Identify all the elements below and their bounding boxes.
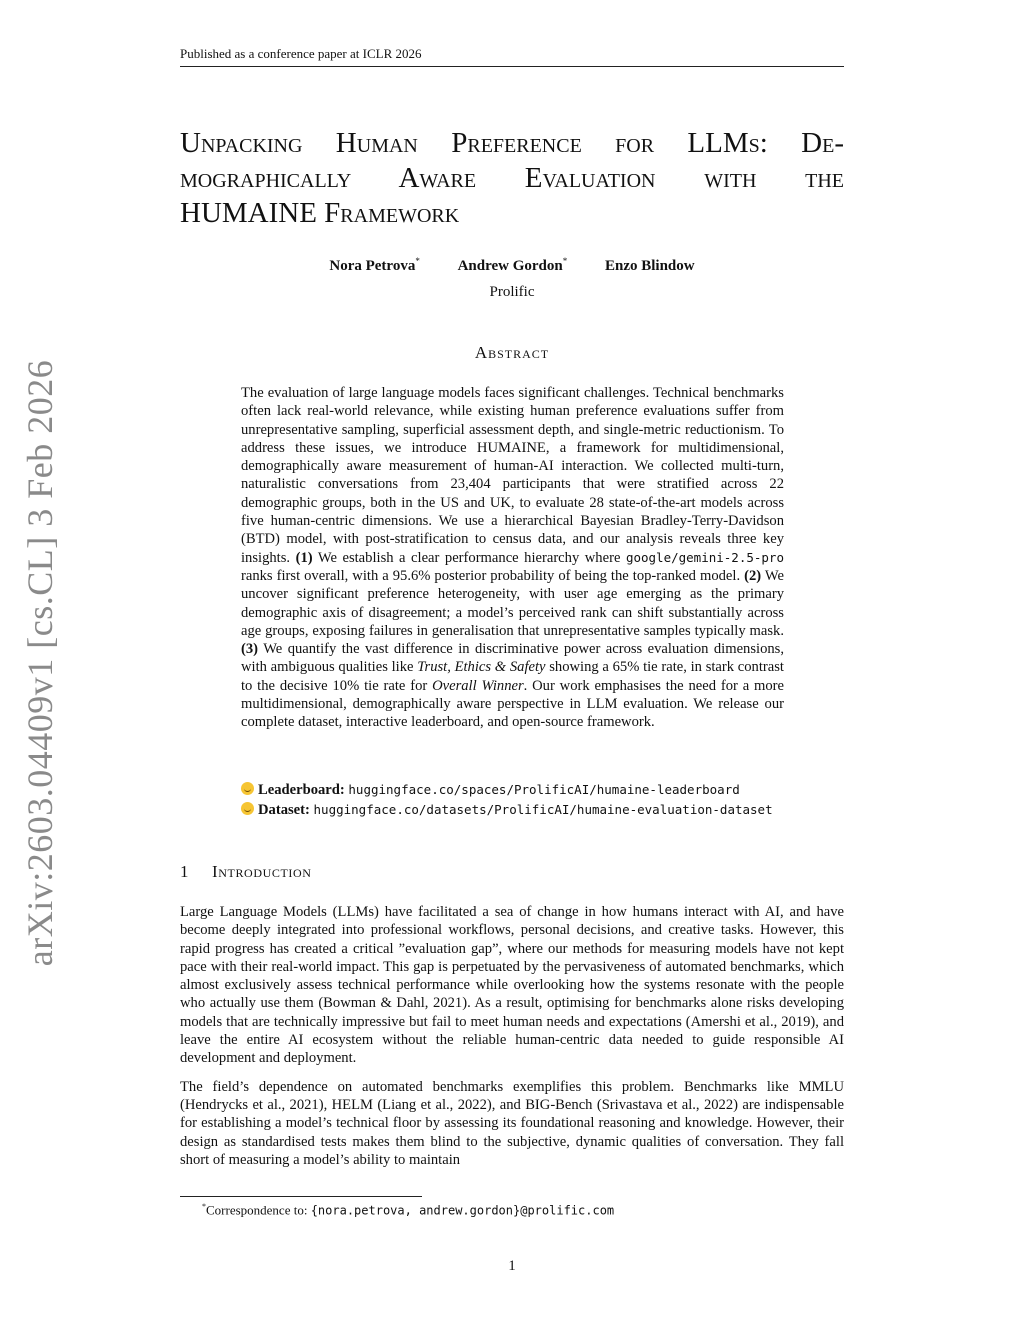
hugging-face-icon (241, 782, 254, 795)
dataset-label: Dataset: (258, 802, 310, 818)
title-line-1: Unpacking Human Preference for LLMs: De- (180, 127, 844, 159)
paragraph: The field’s dependence on automated benchmarks exemplifies this problem. Benchmarks like MMLU (Hendrycks et al., 2021), HELM (Liang et al., 2022), and BIG-Bench (Srivastava et al., 2022) are indispensable for establishing a model’s technical floor by assessing its foundational reasoning and knowledge. However, their design as standardised tests makes them blind to the subjective, dynamic qualities of conversation. They fall short of measuring a model’s ability to maintain (180, 1078, 844, 1168)
author: Andrew Gordon* (457, 256, 568, 274)
author-list (180, 256, 844, 275)
footnote-rule (180, 1196, 422, 1197)
page-number: 1 (508, 1258, 516, 1274)
leaderboard-link[interactable]: huggingface.co/spaces/ProlificAI/humaine-leaderboard (348, 782, 740, 797)
section-body (180, 903, 844, 1179)
dataset-link-row (241, 800, 801, 820)
leaderboard-link-row (241, 780, 801, 800)
affiliation: Prolific (489, 284, 535, 300)
section-title: Introduction (212, 862, 312, 881)
section-number: 1 (180, 862, 189, 881)
model-name-code: google/gemini-2.5-pro (625, 549, 784, 565)
author: Nora Petrova* (329, 256, 420, 274)
hugging-face-icon (241, 802, 254, 815)
dataset-link[interactable]: huggingface.co/datasets/ProlificAI/humaine-evaluation-dataset (313, 802, 773, 817)
title-line-2: mographically Aware Evaluation with the (180, 162, 844, 194)
paper-title (180, 126, 844, 231)
correspondence-emails[interactable]: {nora.petrova, andrew.gordon}@prolific.com (310, 1203, 615, 1218)
arxiv-sidebar (8, 359, 72, 966)
running-header: Published as a conference paper at ICLR 2026 (180, 46, 844, 67)
leaderboard-label: Leaderboard: (258, 782, 345, 798)
author: Enzo Blindow (604, 258, 695, 274)
section-heading (180, 862, 844, 882)
arxiv-identifier: arXiv:2603.04409v1 [cs.CL] 3 Feb 2026 (20, 359, 60, 966)
footnote: *Correspondence to: {nora.petrova, andrew.gordon}@prolific.com (202, 1202, 615, 1218)
abstract-heading: Abstract (474, 343, 550, 362)
resource-links (241, 780, 801, 820)
abstract-body: The evaluation of large language models faces significant challenges. Technical benchmarks often lack real-world relevance, while existing human preference evaluations suffer from unrepresentative sampling, superficial assessment depth, and single-metric reductionism. To address these issues, we introduce HUMAINE, a framework for multidimensional, demographically aware measurement of human-AI interaction. We collected multi-turn, naturalistic conversations from 23,404 participants that were stratified across 22 demographic groups, both in the US and UK, to evaluate 28 state-of-the-art models across five human-centric dimensions. We use a hierarchical Bayesian Bradley-Terry-Davidson (BTD) model, with post-stratification to census data, and our analysis reveals three key insights. (1) We establish a clear performance hierarchy where google/gemini-2.5-pro ranks first overall, with a 95.6% posterior probability of being the top-ranked model. (2) We uncover significant preference heterogeneity, with user age emerging as the primary demographic axis of disagreement; a model’s perceived rank can shift substantially across age groups, exposing failures in generalisation that unrepresentative samples typically mask. (3) We quantify the vast difference in discriminative power across evaluation dimensions, with ambiguous qualities like Trust, Ethics & Safety showing a 65% tie rate, in stark contrast to the decisive 10% tie rate for Overall Winner. Our work emphasises the need for a more multidimensional, demographically aware perspective in LLM evaluation. We release our complete dataset, interactive leaderboard, and open-source framework. (241, 385, 784, 731)
paragraph: Large Language Models (LLMs) have facilitated a sea of change in how humans interact with AI, and have become deeply integrated into professional workflows, personal decisions, and creative tasks. However, this rapid progress has created a critical ”evaluation gap”, where our methods for measuring models have not kept pace with their real-world impact. This gap is perpetuated by the pervasiveness of automated benchmarks, which almost exclusively assess technical performance while overlooking how the systems resonate with the people who actually use them (Bowman & Dahl, 2021). As a result, optimising for benchmarks alone risks developing models that are technically impressive but fail to meet human needs and expectations (Amershi et al., 2019), and leave the entire AI ecosystem without the reliable human-centric data needed to guide responsible AI development and deployment. (180, 904, 844, 1067)
title-line-3: HUMAINE Framework (180, 197, 460, 229)
